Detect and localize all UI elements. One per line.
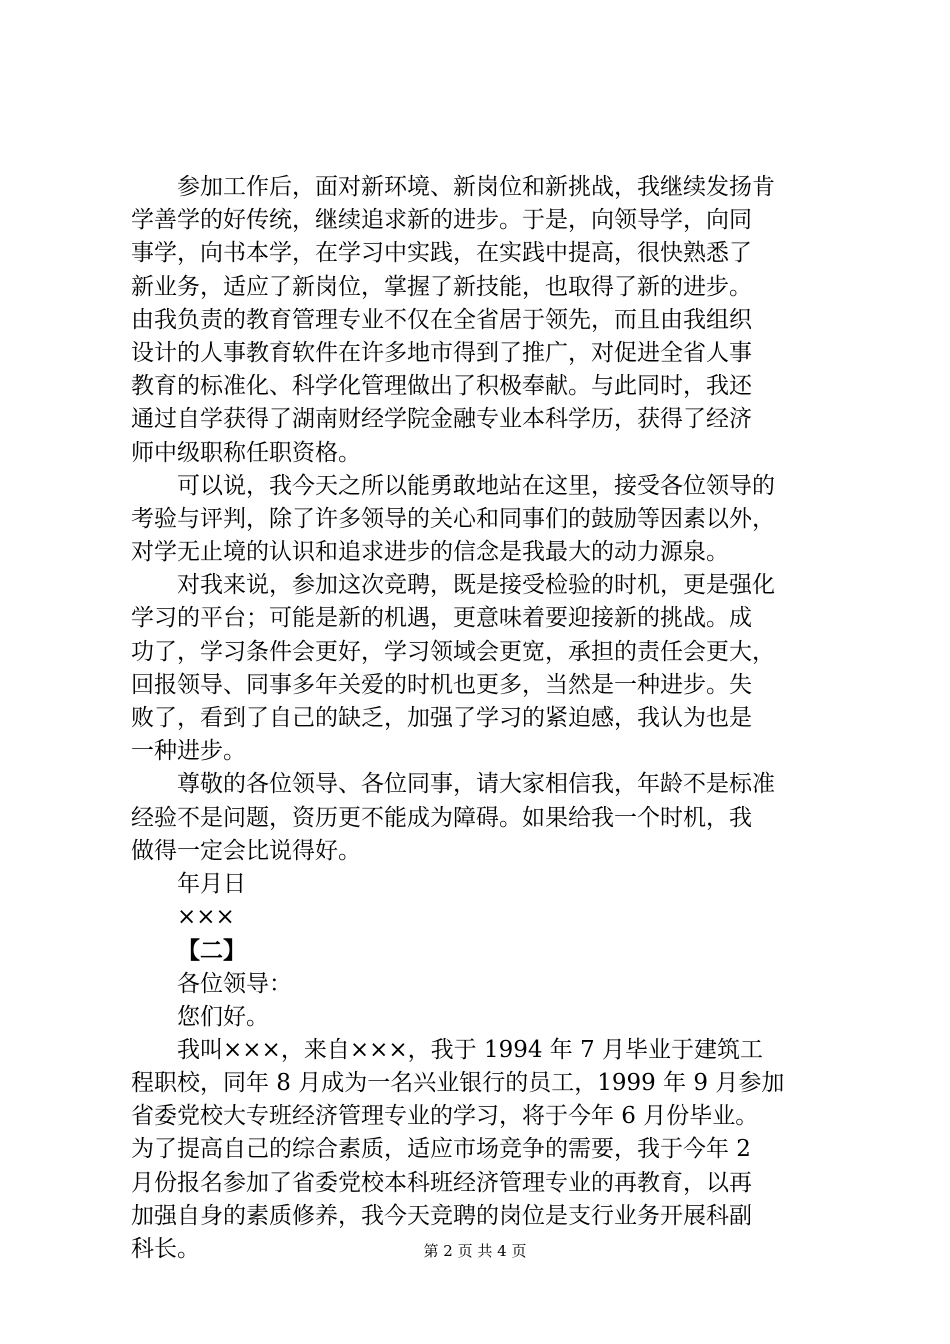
text-line: 我叫×××，来自×××，我于 1994 年 7 月毕业于建筑工 (177, 1036, 764, 1063)
text-line: 新业务，适应了新岗位，掌握了新技能，也取得了新的进步。 (131, 273, 752, 300)
text-line: 月份报名参加了省委党校本科班经济管理专业的再教育，以再 (131, 1169, 752, 1196)
text-line: 尊敬的各位领导、各位同事，请大家相信我，年龄不是标准 (177, 771, 775, 798)
text-line: 可以说，我今天之所以能勇敢地站在这里，接受各位领导的 (177, 472, 775, 499)
text-line: 由我负责的教育管理专业不仅在全省居于领先，而且由我组织 (131, 306, 752, 333)
text-line: 做得一定会比说得好。 (131, 837, 361, 864)
document-body (131, 171, 836, 1266)
text-line: 经验不是问题，资历更不能成为障碍。如果给我一个时机，我 (131, 804, 752, 831)
text-line: 程职校，同年 8 月成为一名兴业银行的员工，1999 年 9 月参加 (131, 1070, 785, 1097)
text-line: 教育的标准化、科学化管理做出了积极奉献。与此同时，我还 (131, 373, 752, 400)
text-line: 为了提高自己的综合素质，适应市场竞争的需要，我于今年 2 (131, 1136, 751, 1163)
text-line: 败了，看到了自己的缺乏，加强了学习的紧迫感，我认为也是 (131, 705, 752, 731)
text-line: 加强自身的素质修养，我今天竞聘的岗位是支行业务开展科副 (131, 1202, 752, 1229)
text-line: 学善学的好传统，继续追求新的进步。于是，向领导学，向同 (131, 207, 752, 234)
text-line: 事学，向书本学，在学习中实践，在实践中提高，很快熟悉了 (131, 240, 752, 267)
text-line: 对学无止境的认识和追求进步的信念是我最大的动力源泉。 (131, 539, 729, 566)
section-heading: 【二】 (177, 937, 246, 965)
text-line: 一种进步。 (131, 738, 246, 765)
text-line: 学习的平台；可能是新的机遇，更意味着要迎接新的挑战。成 (131, 605, 752, 632)
text-line: 功了，学习条件会更好，学习领域会更宽，承担的责任会更大， (131, 638, 775, 665)
text-line: 省委党校大专班经济管理专业的学习，将于今年 6 月份毕业。 (131, 1103, 759, 1130)
text-line: 对我来说，参加这次竞聘，既是接受检验的时机，更是强化 (177, 572, 775, 599)
text-line: 考验与评判，除了许多领导的关心和同事们的鼓励等因素以外， (131, 505, 775, 532)
text-line: 参加工作后，面对新环境、新岗位和新挑战，我继续发扬肯 (177, 174, 775, 200)
text-line: 通过自学获得了湖南财经学院金融专业本科学历，获得了经济 (131, 406, 752, 433)
text-line: 科长。 (131, 1236, 200, 1262)
page-footer: 第 2 页 共 4 页 (423, 1242, 527, 1260)
text-line: 设计的人事教育软件在许多地市得到了推广，对促进全省人事 (131, 339, 752, 366)
text-line: 年月日 (177, 870, 246, 897)
text-line: ××× (177, 904, 235, 931)
text-line: 您们好。 (177, 1003, 269, 1030)
text-line: 各位领导： (177, 970, 292, 997)
text-line: 回报领导、同事多年关爱的时机也更多，当然是一种进步。失 (131, 671, 752, 698)
text-line: 师中级职称任职资格。 (131, 439, 361, 466)
